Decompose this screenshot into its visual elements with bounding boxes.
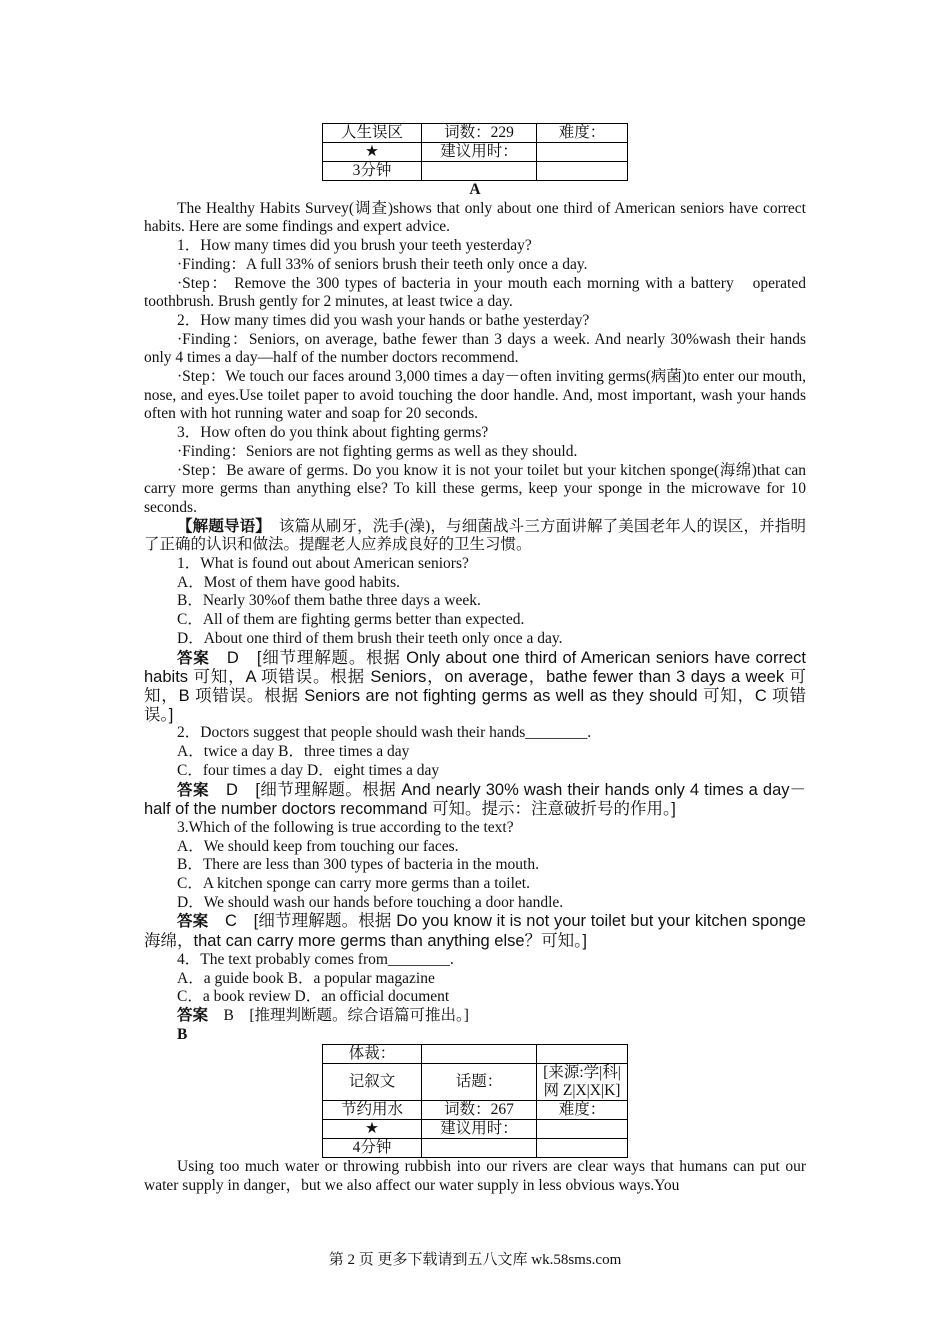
question-option: B．Nearly 30%of them bathe three days a week. [177,592,481,610]
question-option: D．About one third of them brush their teeth only once a day. [177,629,563,647]
table-cell [537,1120,628,1139]
section-heading-b: B [177,1025,188,1043]
page-footer: 第 2 页 更多下载请到五八文库 wk.58sms.com [328,1252,622,1268]
table-cell [537,143,628,162]
guide-label: 【解题导语】 [177,517,264,535]
table-cell: 3分钟 [323,162,422,181]
table-cell: 建议用时： [422,1120,537,1139]
question-option: C．All of them are fighting germs better than expected. [177,611,525,629]
table-cell [422,162,537,181]
info-table-b [322,1044,628,1158]
answer-explanation [144,1007,806,1026]
table-cell: 难度： [537,124,628,143]
answer-label: 答案 [177,1006,209,1024]
answer-explanation [144,649,806,725]
paragraph: ·Finding：Seniors, on average, bathe fewer than 3 days a week. And nearly 30%wash their hands only 4 times a day—half of the number doctors recommend. [144,330,806,367]
table-cell: 节约用水 [323,1101,422,1120]
answer-label: 答案 [177,781,209,799]
table-cell: 难度： [537,1101,628,1120]
answer-label: 答案 [177,913,209,931]
paragraph: 2．How many times did you wash your hands or bathe yesterday? [177,311,590,329]
table-cell [537,162,628,181]
paragraph: ·Step：Be aware of germs. Do you know it is not your toilet but your kitchen sponge(海绵)that can carry more germs than anything else? To kill these germs, keep your sponge in the microwave for 10 seconds. [144,461,806,516]
table-cell [537,1139,628,1158]
table-cell: ★ [323,1120,422,1139]
question-option: C．a book review D．an official document [177,988,450,1006]
table-cell: 体裁： [323,1045,422,1064]
table-cell [422,1045,537,1064]
question-stem: 3.Which of the following is true according to the text? [177,818,514,836]
paragraph: The Healthy Habits Survey(调查)shows that only about one third of American seniors have correct habits. Here are some findings and expert advice. [144,199,806,236]
page-content [144,123,806,1196]
paragraph: 3．How often do you think about fighting germs? [177,424,489,442]
paragraph: ·Step：We touch our faces around 3,000 times a day－often inviting germs(病菌)to enter our mouth, nose, and eyes.Use toilet paper to avoid touching the door handle. And, most important, wash your hands often with hot running water and soap for 20 seconds. [144,368,806,423]
table-cell: 4分钟 [323,1139,422,1158]
table-cell: ★ [323,143,422,162]
answer-text: D [细节理解题。根据 And nearly 30% wash their hands only 4 times a day－half of the number doctors recommand 可知。提示：注意破折号的作用。] [144,780,806,819]
answer-text: D [细节理解题。根据 Only about one third of American seniors have correct habits 可知，A 项错误。根据 Seniors，on average，bathe fewer than 3 days a week 可知，B 项错误。根据 Seniors are not fighting germs as well as they should 可知，C 项错误。] [144,648,806,724]
question-option: B．There are less than 300 types of bacteria in the mouth. [177,856,539,874]
question-option: A．We should keep from touching our faces. [177,837,459,855]
section-heading-a: A [469,181,481,198]
paragraph: ·Finding：Seniors are not fighting germs as well as they should. [177,442,578,460]
table-cell: 词数：267 [422,1101,537,1120]
question-stem: 4．The text probably comes from________. [177,950,454,968]
paragraph: Using too much water or throwing rubbish into our rivers are clear ways that humans can put our water supply in danger，but we also affect our water supply in less obvious ways.You [144,1158,806,1195]
question-stem: 2．Doctors suggest that people should wash their hands________. [177,724,592,742]
answer-text: B [推理判断题。综合语篇可推出。] [208,1006,469,1024]
question-option: C．four times a day D．eight times a day [177,761,440,779]
table-cell: 话题： [422,1064,537,1101]
question-option: A．Most of them have good habits. [177,573,401,591]
table-cell: 记叙文 [323,1064,422,1101]
question-option: C．A kitchen sponge can carry more germs than a toilet. [177,875,530,893]
question-option: A．twice a day B．three times a day [177,743,410,761]
table-cell: [来源:学|科|网 Z|X|X|K] [537,1064,628,1101]
table-cell: 词数：229 [422,124,537,143]
guide-paragraph [144,518,806,555]
paragraph: ·Finding：A full 33% of seniors brush their teeth only once a day. [177,255,588,273]
table-cell: 人生误区 [323,124,422,143]
table-cell [422,1139,537,1158]
answer-explanation [144,781,806,819]
paragraph: ·Step： Remove the 300 types of bacteria in your mouth each morning with a battery operated toothbrush. Brush gently for 2 minutes, at least twice a day. [144,274,806,311]
table-cell [537,1045,628,1064]
info-table-a [322,123,628,181]
guide-text: 该篇从刷牙，洗手(澡)，与细菌战斗三方面讲解了美国老年人的误区，并指明了正确的认识和做法。提醒老人应养成良好的卫生习惯。 [144,517,806,554]
table-cell: 建议用时： [422,143,537,162]
answer-text: C [细节理解题。根据 Do you know it is not your toilet but your kitchen sponge 海绵，that can carry more germs than anything else？可知。] [144,912,806,951]
question-option: D．We should wash our hands before touching a door handle. [177,893,564,911]
answer-explanation [144,912,806,950]
paragraph: 1．How many times did you brush your teeth yesterday? [177,237,532,255]
answer-label: 答案 [177,649,210,667]
question-stem: 1．What is found out about American seniors? [177,555,469,573]
question-option: A．a guide book B．a popular magazine [177,969,435,987]
